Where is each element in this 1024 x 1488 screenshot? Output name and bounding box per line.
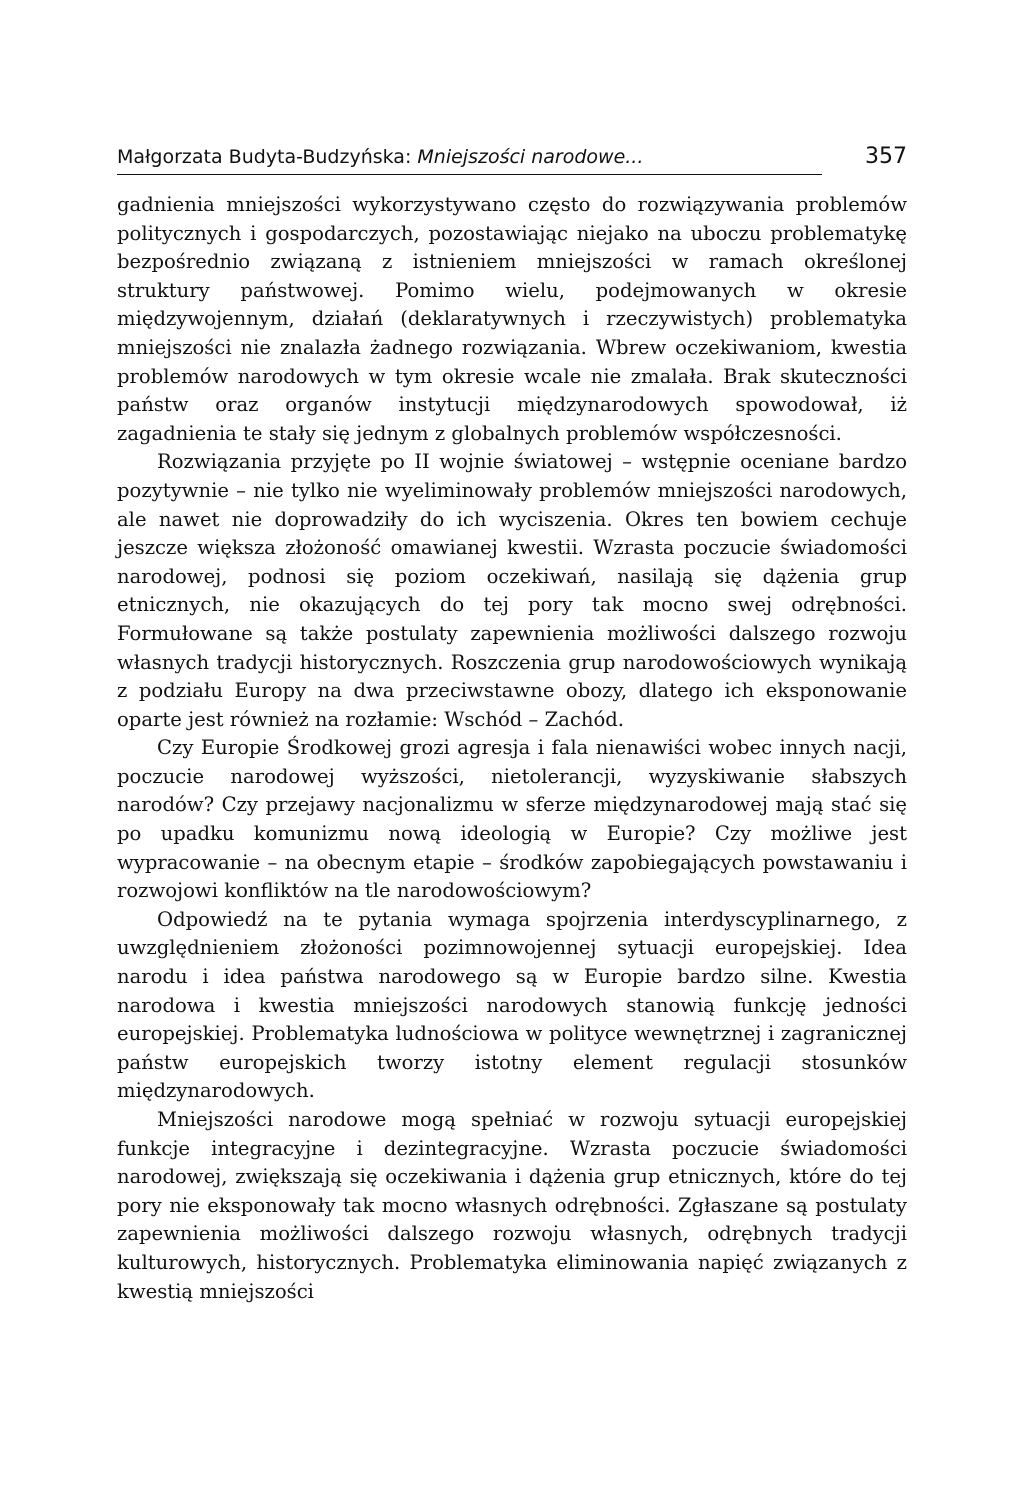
- body-text: [117, 191, 907, 1306]
- paragraph-4: Odpowiedź na te pytania wymaga spojrzenia interdyscyplinarnego, z uwzględnieniem złożoności pozimnowojennej sytuacji europejskiej. Idea narodu i idea państwa narodowego są w Europie bardzo silne. Kwestia narodowa i kwestia mniejszości narodowych stanowią funkcję jedności europejskiej. Problematyka ludnościowa w polityce wewnętrznej i zagranicznej państw europejskich tworzy istotny element regulacji stosunków międzynarodowych.: [117, 907, 907, 1103]
- header-title: Mniejszości narodowe...: [417, 146, 644, 168]
- paragraph-5: Mniejszości narodowe mogą spełniać w rozwoju sytuacji europejskiej funkcje integracyjne i dezintegracyjne. Wzrasta poczucie świadomości narodowej, zwiększają się oczekiwania i dążenia grup etnicznych, które do tej pory nie eksponowały tak mocno własnych odrębności. Zgłaszane są postulaty zapewnienia możliwości dalszego rozwoju własnych, odrębnych tradycji kulturowych, historycznych. Problematyka eliminowania napięć związanych z kwestią mniejszości: [117, 1108, 907, 1303]
- paragraph-2: Rozwiązania przyjęte po II wojnie światowej – wstępnie oceniane bardzo pozytywnie – nie tylko nie wyeliminowały problemów mniejszości narodowych, ale nawet nie doprowadziły do ich wyciszenia. Okres ten bowiem cechuje jeszcze większa złożoność omawianej kwestii. Wzrasta poczucie świadomości narodowej, podnosi się poziom oczekiwań, nasilają się dążenia grup etnicznych, nie okazujących do tej pory tak mocno swej odrębności. Formułowane są także postulaty zapewnienia możliwości dalszego rozwoju własnych tradycji historycznych. Roszczenia grup narodowościowych wynikają z podziału Europy na dwa przeciwstawne obozy, dlatego ich eksponowanie oparte jest również na rozłamie: Wschód – Zachód.: [117, 450, 907, 731]
- paragraph-3: Czy Europie Środkowej grozi agresja i fala nienawiści wobec innych nacji, poczucie narodowej wyższości, nietolerancji, wyzyskiwanie słabszych narodów? Czy przejawy nacjonalizmu w sferze międzynarodowej mają stać się po upadku komunizmu nową ideologią w Europie? Czy możliwe jest wypracowanie – na obecnym etapie – środków zapobiegających powstawaniu i rozwojowi konfliktów na tle narodowościowym?: [117, 736, 907, 903]
- book-page: [117, 140, 907, 1306]
- header-author: Małgorzata Budyta-Budzyńska:: [117, 146, 418, 168]
- running-header: [117, 140, 822, 175]
- page-number: 357: [865, 144, 907, 169]
- paragraph-1: gadnienia mniejszości wykorzystywano często do rozwiązywania problemów politycznych i gospodarczych, pozostawiając niejako na uboczu problematykę bezpośrednio związaną z istnieniem mniejszości w ramach określonej struktury państwowej. Pomimo wielu, podejmowanych w okresie międzywojennym, działań (deklaratywnych i rzeczywistych) problematyka mniejszości nie znalazła żadnego rozwiązania. Wbrew oczekiwaniom, kwestia problemów narodowych w tym okresie wcale nie zmalała. Brak skuteczności państw oraz organów instytucji międzynarodowych spowodował, iż zagadnienia te stały się jednym z globalnych problemów współczesności.: [117, 193, 907, 445]
